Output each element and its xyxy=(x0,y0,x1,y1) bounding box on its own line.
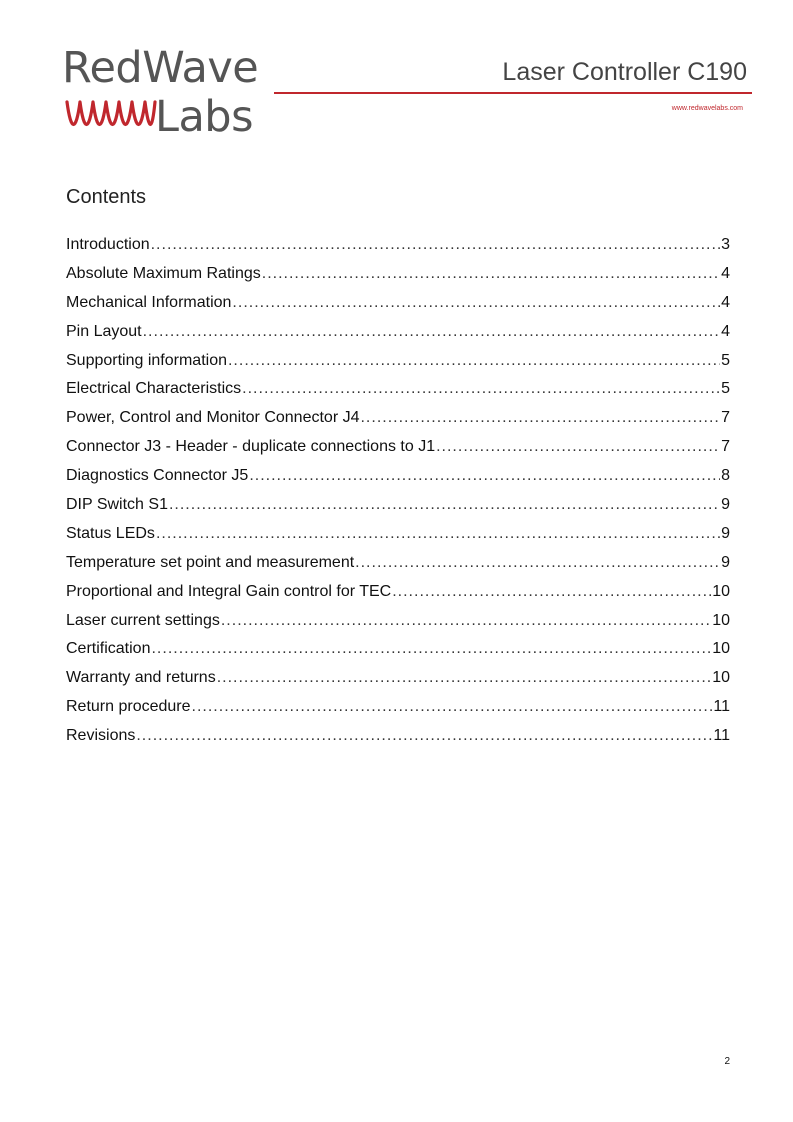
toc-entry-title: Temperature set point and measurement xyxy=(66,553,355,571)
toc-dot-leader xyxy=(355,551,720,575)
toc-entry[interactable] xyxy=(66,320,730,349)
toc-entry[interactable] xyxy=(66,724,730,753)
document-title: Laser Controller C190 xyxy=(502,58,747,86)
logo-text-labs: Labs xyxy=(155,92,254,142)
toc-entry[interactable] xyxy=(66,551,730,580)
toc-entry-page: 7 xyxy=(721,409,730,427)
toc-dot-leader xyxy=(151,637,711,661)
toc-entry[interactable] xyxy=(66,349,730,378)
toc-dot-leader xyxy=(151,233,720,257)
wave-logo-icon xyxy=(64,98,158,134)
toc-dot-leader xyxy=(262,262,720,286)
contents-heading: Contents xyxy=(66,186,147,208)
toc-entry-page: 4 xyxy=(721,322,730,340)
toc-entry-page: 10 xyxy=(712,611,730,629)
toc-dot-leader xyxy=(360,406,720,430)
toc-entry[interactable] xyxy=(66,435,730,464)
toc-dot-leader xyxy=(228,349,720,373)
toc-dot-leader xyxy=(192,695,713,719)
toc-entry[interactable] xyxy=(66,464,730,493)
page-number: 2 xyxy=(724,1056,730,1067)
toc-entry-page: 9 xyxy=(721,553,730,571)
toc-entry-title: Certification xyxy=(66,640,151,658)
toc-entry-title: Revisions xyxy=(66,727,136,745)
toc-entry-page: 9 xyxy=(721,496,730,514)
toc-entry-page: 8 xyxy=(721,467,730,485)
toc-entry-page: 10 xyxy=(712,582,730,600)
company-logo xyxy=(62,43,272,142)
toc-entry-title: Connector J3 - Header - duplicate connections to J1 xyxy=(66,438,436,456)
toc-entry-title: Laser current settings xyxy=(66,611,220,629)
toc-dot-leader xyxy=(232,291,720,315)
toc-entry[interactable] xyxy=(66,262,730,291)
toc-entry-title: Pin Layout xyxy=(66,322,142,340)
toc-dot-leader xyxy=(217,666,712,690)
logo-text-redwave: RedWave xyxy=(62,43,259,93)
toc-entry-page: 11 xyxy=(713,698,730,716)
toc-dot-leader xyxy=(156,522,720,546)
toc-entry-page: 5 xyxy=(721,380,730,398)
toc-entry[interactable] xyxy=(66,377,730,406)
toc-entry-title: Diagnostics Connector J5 xyxy=(66,467,249,485)
toc-entry[interactable] xyxy=(66,637,730,666)
toc-dot-leader xyxy=(143,320,720,344)
toc-entry-title: Introduction xyxy=(66,236,150,253)
toc-dot-leader xyxy=(242,377,720,401)
toc-entry[interactable] xyxy=(66,580,730,609)
toc-entry[interactable] xyxy=(66,522,730,551)
header-divider xyxy=(274,92,752,94)
toc-entry-page: 5 xyxy=(721,351,730,369)
toc-entry[interactable] xyxy=(66,666,730,695)
toc-entry-page: 11 xyxy=(713,727,730,745)
website-link[interactable]: www.redwavelabs.com xyxy=(671,105,743,112)
toc-entry[interactable] xyxy=(66,695,730,724)
toc-entry-title: Proportional and Integral Gain control for TEC xyxy=(66,582,392,600)
toc-entry-title: Electrical Characteristics xyxy=(66,380,242,398)
toc-entry-page: 3 xyxy=(721,236,730,253)
toc-entry-title: Return procedure xyxy=(66,698,191,716)
toc-entry[interactable] xyxy=(66,291,730,320)
toc-dot-leader xyxy=(169,493,720,517)
toc-dot-leader xyxy=(136,724,712,748)
toc-dot-leader xyxy=(392,580,711,604)
toc-entry-page: 4 xyxy=(721,293,730,311)
toc-dot-leader xyxy=(436,435,720,459)
toc-dot-leader xyxy=(221,609,711,633)
toc-entry[interactable] xyxy=(66,609,730,638)
toc-entry[interactable] xyxy=(66,493,730,522)
toc-entry-title: Supporting information xyxy=(66,351,227,369)
toc-entry-page: 10 xyxy=(712,640,730,658)
toc-dot-leader xyxy=(249,464,720,488)
toc-entry-title: Power, Control and Monitor Connector J4 xyxy=(66,409,360,427)
toc-entry-page: 7 xyxy=(721,438,730,456)
toc-entry[interactable] xyxy=(66,233,730,262)
table-of-contents xyxy=(66,233,730,753)
toc-entry-title: DIP Switch S1 xyxy=(66,496,168,514)
toc-entry-page: 4 xyxy=(721,264,730,282)
toc-entry-title: Status LEDs xyxy=(66,524,155,542)
toc-entry-page: 9 xyxy=(721,524,730,542)
toc-entry-title: Mechanical Information xyxy=(66,293,232,311)
toc-entry-title: Absolute Maximum Ratings xyxy=(66,264,261,282)
toc-entry-page: 10 xyxy=(712,669,730,687)
toc-entry[interactable] xyxy=(66,406,730,435)
toc-entry-title: Warranty and returns xyxy=(66,669,216,687)
